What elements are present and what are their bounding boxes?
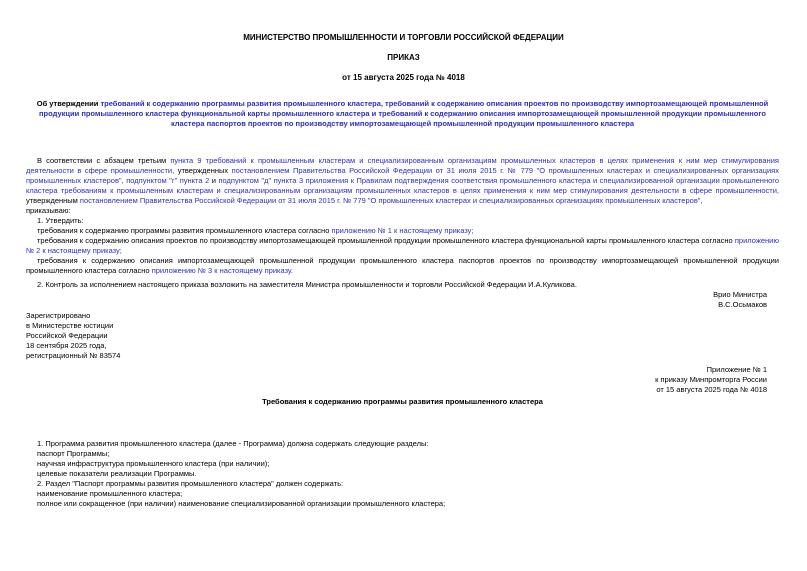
appendix-heading: Требования к содержанию программы развития промышленного кластера <box>262 397 543 406</box>
signature-block <box>26 290 779 310</box>
text-run: научная инфраструктура промышленного кластера (при наличии); <box>37 459 270 468</box>
text-run: 2. Контроль за исполнением настоящего приказа возложить на заместителя Министра промышленности и торговли Российской Федерации И.А.Куликова. <box>37 280 577 289</box>
text-run: утвержденным <box>26 196 80 205</box>
order-date-number: от 15 августа 2025 года № 4018 <box>342 73 465 82</box>
paragraph <box>26 206 779 216</box>
text-run: паспорт Программы; <box>37 449 110 458</box>
document-link[interactable]: пункта 9 требований к промышленным кластерам и специализированным организациям промышленных кластеров в целях применения к ним мер стимулирования деятельности в сфере промышленности, <box>26 156 779 175</box>
text-run: требования к содержанию описания проектов по производству импортозамещающей промышленной продукции промышленного кластера функциональной карты промышленного кластера согласно <box>37 236 735 245</box>
registration-block <box>26 311 779 361</box>
paragraph <box>26 280 779 290</box>
document-link[interactable]: подпунктом "г" пункта 2 <box>126 176 210 185</box>
text-run: и <box>209 176 219 185</box>
text-run: 1. Программа развития промышленного кластера (далее - Программа) должна содержать следующие разделы: <box>37 439 429 448</box>
document-link[interactable]: требований к содержанию программы развития промышленного кластера, требований к содержанию описания проектов по производству импортозамещающей промышленной продукции промышленного кластера функциональной карты промышленного кластера и требований к содержанию описания импортозамещающей промышленной продукции промышленного кластера паспортов проектов по производству импортозамещающей промышленной продукции промышленного кластера <box>39 99 769 128</box>
document-content <box>0 99 807 509</box>
text-run: требования к содержанию программы развития промышленного кластера согласно <box>37 226 332 235</box>
paragraph <box>26 256 779 276</box>
paragraph <box>26 499 779 509</box>
document-type: ПРИКАЗ <box>387 53 420 62</box>
order-title <box>26 99 779 129</box>
paragraph <box>26 439 779 449</box>
text-line: от 15 августа 2025 года № 4018 <box>656 385 767 394</box>
paragraph <box>26 459 779 469</box>
text-line: 18 сентября 2025 года, <box>26 341 107 350</box>
text-line: Врио Министра <box>713 290 767 299</box>
appendix-body <box>26 439 779 509</box>
order-body <box>26 156 779 290</box>
text-run: 1. Утвердить: <box>37 216 84 225</box>
document-link[interactable]: приложению № 2 к настоящему приказу; <box>26 236 779 255</box>
text-run: полное или сокращенное (при наличии) наименование специализированной организации промышленного кластера; <box>37 499 446 508</box>
text-line: В.С.Осьмаков <box>718 300 767 309</box>
paragraph <box>26 156 779 206</box>
ministry-name: МИНИСТЕРСТВО ПРОМЫШЛЕННОСТИ И ТОРГОВЛИ РОССИЙСКОЙ ФЕДЕРАЦИИ <box>243 33 564 42</box>
text-run: требования к содержанию описания импортозамещающей промышленной продукции промышленного кластера паспортов проектов по производству импортозамещающей промышленной продукции промышленного кластера согласно <box>26 256 779 275</box>
paragraph <box>26 469 779 479</box>
paragraph <box>26 226 779 236</box>
text-run: Об утверждении <box>36 99 101 108</box>
text-run: В соответствии с абзацем третьим <box>37 156 171 165</box>
text-run: 2. Раздел "Паспорт программы развития промышленного кластера" должен содержать: <box>37 479 344 488</box>
document-link[interactable]: приложению № 1 к настоящему приказу; <box>331 226 474 235</box>
text-run: приказываю: <box>26 206 71 215</box>
text-run: целевые показатели реализации Программы. <box>37 469 197 478</box>
paragraph <box>26 236 779 256</box>
paragraph <box>26 216 779 226</box>
paragraph <box>26 479 779 489</box>
document-link[interactable]: подпунктом "д" пункта 3 приложения к Правилам подтверждения соответствия промышленного кластера и специализированной организации промышленного кластера требованиям к промышленным кластерам и специализированным организациям промышленных кластеров в целях применения к ним мер стимулирования деятельности в сфере промышленности, <box>26 176 780 195</box>
text-line: регистрационный № 83574 <box>26 351 121 360</box>
text-line: Приложение № 1 <box>706 365 767 374</box>
paragraph <box>26 489 779 499</box>
text-run: наименование промышленного кластера; <box>37 489 183 498</box>
document-link[interactable]: постановлением Правительства Российской Федерации от 31 июля 2015 г. № 779 "О промышленных кластерах и специализированных организациях промышленных кластеров", <box>79 196 703 205</box>
text-line: Российской Федерации <box>26 331 108 340</box>
document-link[interactable]: приложению № 3 к настоящему приказу. <box>151 266 294 275</box>
document-link[interactable]: постановлением Правительства Российской Федерации от 31 июля 2015 г. № 779 "О промышленных кластерах и специализированных организациях промышленных кластеров", <box>26 166 779 185</box>
text-line: к приказу Минпромторга России <box>655 375 767 384</box>
text-run: утвержденных <box>174 166 232 175</box>
appendix-reference <box>26 365 779 395</box>
paragraph <box>26 449 779 459</box>
text-line: Зарегистрировано <box>26 311 91 320</box>
text-line: в Министерстве юстиции <box>26 321 114 330</box>
